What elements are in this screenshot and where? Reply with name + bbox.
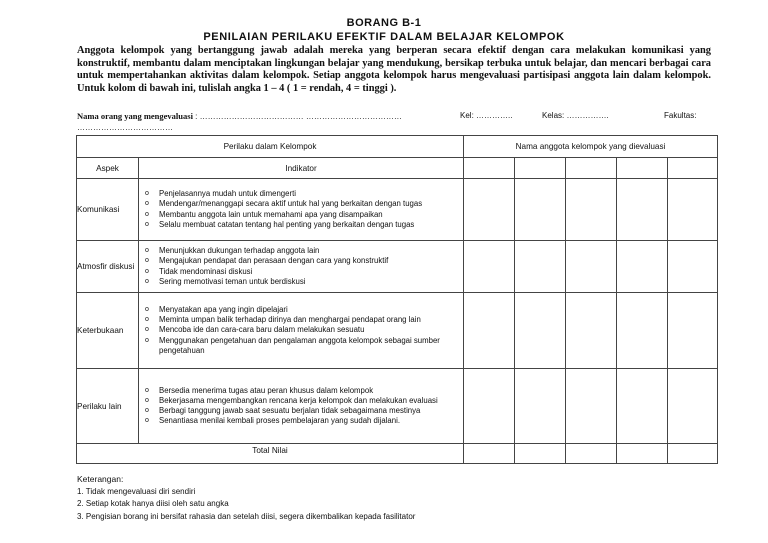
bullet-icon: o — [145, 210, 149, 218]
score-cell[interactable] — [515, 179, 566, 241]
total-cell[interactable] — [515, 444, 566, 464]
aspect-label: Atmosfir diskusi — [77, 241, 139, 293]
kelas-field[interactable]: Kelas: ……………. — [542, 111, 609, 120]
header-behavior: Perilaku dalam Kelompok — [77, 136, 464, 158]
note-item: 1. Tidak mengevaluasi diri sendiri — [77, 486, 196, 496]
indicator-item: o Menyatakan apa yang ingin dipelajari — [145, 304, 288, 314]
score-cell[interactable] — [566, 293, 617, 369]
score-cell[interactable] — [566, 179, 617, 241]
indicator-item: o Bekerjasama mengembangkan rencana kerja kelompok dan melakukan evaluasi — [145, 395, 438, 405]
score-cell[interactable] — [515, 369, 566, 444]
notes-section — [77, 473, 415, 523]
evaluation-table — [76, 135, 718, 464]
total-cell[interactable] — [566, 444, 617, 464]
bullet-icon: o — [145, 336, 149, 344]
aspect-label: Keterbukaan — [77, 293, 139, 369]
indicator-item: o Senantiasa menilai kembali proses pembelajaran yang sudah dijalani. — [145, 416, 400, 426]
score-cell[interactable] — [464, 369, 515, 444]
score-cell[interactable] — [617, 241, 668, 293]
indicator-item: o Mencoba ide dan cara-cara baru dalam melakukan sesuatu — [145, 325, 365, 335]
notes-heading: Keterangan: — [77, 474, 124, 484]
indicator-item: o Selalu membuat catatan tentang hal penting yang berkaitan dengan tugas — [145, 219, 415, 229]
score-cell[interactable] — [668, 369, 718, 444]
table-row-komunikasi — [77, 179, 718, 241]
score-cell[interactable] — [668, 241, 718, 293]
indicator-item: o Mengajukan pendapat dan perasaan dengan cara yang konstruktif — [145, 256, 389, 266]
indicator-cell — [139, 179, 464, 241]
table-row-keterbukaan — [77, 293, 718, 369]
aspect-label: Perilaku lain — [77, 369, 139, 444]
score-cell[interactable] — [566, 369, 617, 444]
fakultas-dots: ……………………………… — [77, 123, 173, 132]
header-members: Nama anggota kelompok yang dievaluasi — [464, 136, 718, 158]
indicator-cell — [139, 369, 464, 444]
score-cell[interactable] — [566, 241, 617, 293]
bullet-icon: o — [145, 277, 149, 285]
table-row-atmosfir — [77, 241, 718, 293]
note-item: 2. Setiap kotak hanya diisi oleh satu angka — [77, 499, 229, 508]
score-cell[interactable] — [515, 241, 566, 293]
evaluator-name-dots: : ………………………………… ……………………………… — [195, 112, 402, 121]
form-title: PENILAIAN PERILAKU EFEKTIF DALAM BELAJAR KELOMPOK — [203, 31, 565, 43]
bullet-icon: o — [145, 267, 149, 275]
bullet-icon: o — [145, 417, 149, 425]
indicator-item: o Bersedia menerima tugas atau peran khusus dalam kelompok — [145, 385, 374, 395]
evaluator-name-field[interactable] — [77, 111, 402, 121]
bullet-icon: o — [145, 386, 149, 394]
indicator-item: o Penjelasannya mudah untuk dimengerti — [145, 189, 296, 199]
member-name-cell[interactable] — [617, 158, 668, 179]
score-cell[interactable] — [668, 293, 718, 369]
total-cell[interactable] — [617, 444, 668, 464]
form-id: BORANG B-1 — [346, 17, 422, 29]
member-name-cell[interactable] — [668, 158, 718, 179]
indicator-item: o Berbagi tanggung jawab saat sesuatu berjalan tidak sebagaimana mestinya — [145, 406, 421, 415]
indicator-item: o Mendengar/menanggapi secara aktif untuk hal yang berkaitan dengan tugas — [145, 199, 423, 209]
table-row-perilaku-lain — [77, 369, 718, 444]
bullet-icon: o — [145, 200, 149, 208]
bullet-icon: o — [145, 190, 149, 198]
indicator-cell — [139, 241, 464, 293]
bullet-icon: o — [145, 407, 149, 414]
note-item: 3. Pengisian borang ini bersifat rahasia dan setelah diisi, segera dikembalikan kepada fasilitator — [77, 511, 416, 521]
score-cell[interactable] — [617, 179, 668, 241]
bullet-icon: o — [145, 326, 149, 334]
fakultas-field[interactable]: Fakultas: — [664, 111, 697, 120]
indicator-cell — [139, 293, 464, 369]
table-subheader-row — [77, 158, 718, 179]
score-cell[interactable] — [668, 179, 718, 241]
total-cell[interactable] — [464, 444, 515, 464]
score-cell[interactable] — [617, 293, 668, 369]
total-cell[interactable] — [668, 444, 718, 464]
score-cell[interactable] — [515, 293, 566, 369]
indicator-item: o Menunjukkan dukungan terhadap anggota lain — [145, 246, 320, 256]
score-cell[interactable] — [464, 179, 515, 241]
indicator-item: o Tidak mendominasi diskusi — [145, 266, 253, 276]
member-name-cell[interactable] — [566, 158, 617, 179]
score-cell[interactable] — [464, 241, 515, 293]
indicator-item: o Meminta umpan balik terhadap dirinya dan menghargai pendapat orang lain — [145, 315, 421, 325]
header-indicator: Indikator — [139, 158, 464, 179]
indicator-item: o Sering memotivasi teman untuk berdiskusi — [145, 276, 306, 286]
bullet-icon: o — [145, 220, 149, 228]
header-aspect: Aspek — [77, 158, 139, 179]
indicator-item: o Menggunakan pengetahuan dan pengalaman anggota kelompok sebagai sumber pengetahuan — [145, 335, 440, 355]
table-header-row — [77, 136, 718, 158]
total-row — [77, 444, 718, 464]
score-cell[interactable] — [617, 369, 668, 444]
score-cell[interactable] — [464, 293, 515, 369]
bullet-icon: o — [145, 257, 149, 265]
member-name-cell[interactable] — [464, 158, 515, 179]
bullet-icon: o — [145, 305, 149, 313]
total-label: Total Nilai — [77, 444, 464, 464]
kel-field[interactable]: Kel: ………….. — [460, 111, 513, 120]
bullet-icon: o — [145, 247, 149, 255]
evaluator-name-label: Nama orang yang mengevaluasi — [77, 111, 193, 121]
aspect-label: Komunikasi — [77, 179, 139, 241]
indicator-item: o Membantu anggota lain untuk memahami apa yang disampaikan — [145, 209, 383, 219]
bullet-icon: o — [145, 316, 149, 324]
instructions-paragraph: Anggota kelompok yang bertanggung jawab adalah mereka yang berperan secara efektif dengan cara melakukan komunikasi yang konstruktif, membantu dalam menciptakan lingkungan belajar yang mendukung, bersikap terbuka untuk belajar, dan mencari berbagai cara untuk mempertahankan aktivitas dalam kelompok. Setiap anggota kelompok harus mengevaluasi partisipasi anggota lain dalam kelompok. Untuk kolom di bawah ini, tulislah angka 1 – 4 ( 1 = rendah, 4 = tinggi ). — [77, 45, 711, 94]
bullet-icon: o — [145, 396, 149, 404]
member-name-cell[interactable] — [515, 158, 566, 179]
